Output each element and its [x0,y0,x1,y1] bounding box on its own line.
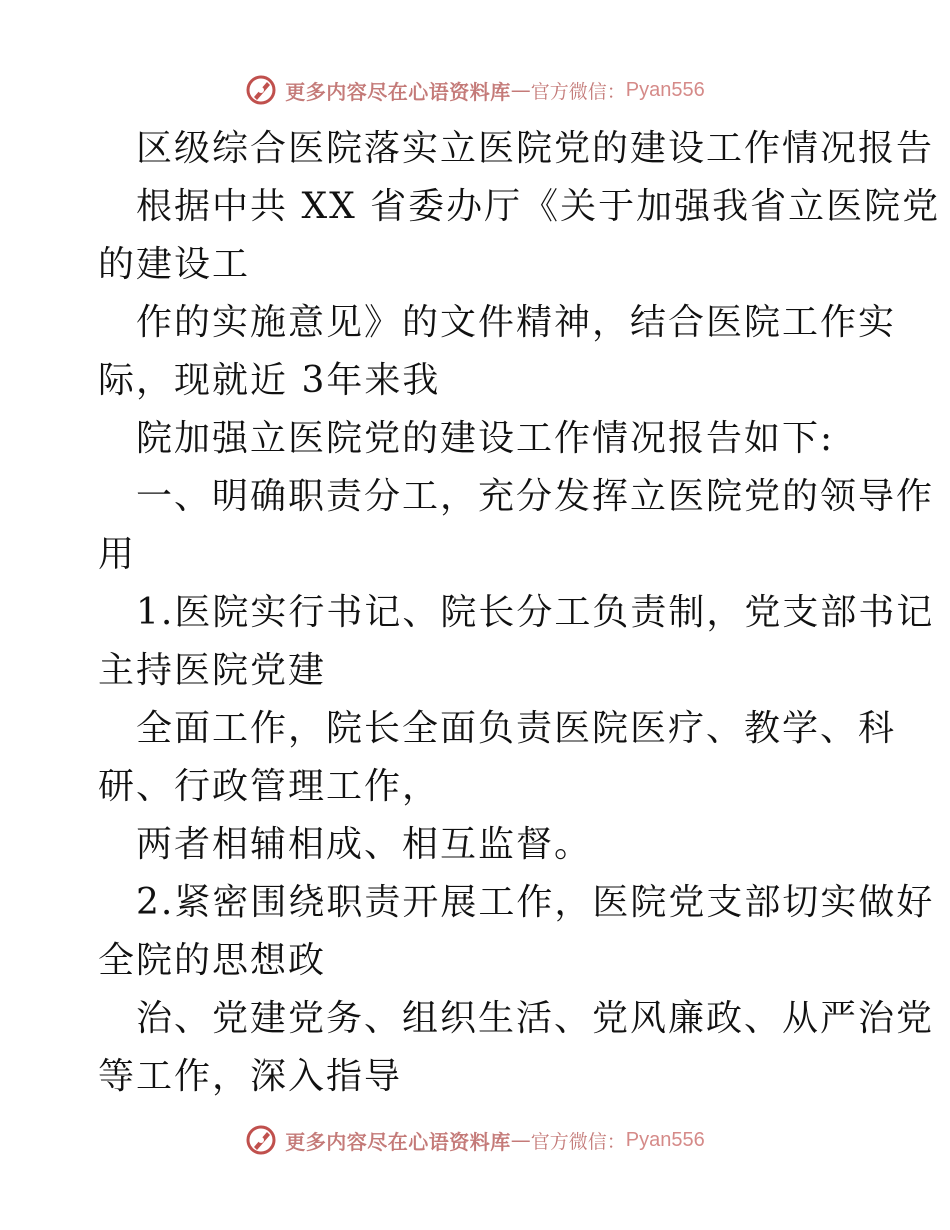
banner-wechat-id: Pyan556 [625,1128,705,1151]
paragraph-line: 治、党建党务、组织生活、党风廉政、从严治党 [136,998,935,1039]
paragraph-line: 两者相辅相成、相互监督。 [136,824,593,865]
header-banner [0,70,950,110]
paragraph-line: 研、行政管理工作， [98,766,441,807]
footer-banner [0,1120,950,1160]
banner-title: 更多内容尽在心语资料库 [285,1129,511,1154]
paragraph-line: 2.紧密围绕职责开展工作，医院党支部切实做好 [136,882,935,923]
paragraph-line: 主持医院党建 [98,650,327,691]
banner-wechat-label: 官方微信： [530,1130,626,1153]
paragraph-line: 1.医院实行书记、院长分工负责制，党支部书记 [136,592,935,633]
document-body [98,120,941,1106]
banner-wechat-id: Pyan556 [625,78,705,101]
banner-dash: — [510,1128,531,1152]
document-title: 区级综合医院落实立医院党的建设工作情况报告 [136,128,935,169]
section-heading: 用 [98,534,137,575]
pen-circle-icon [245,74,277,106]
section-heading: 一、明确职责分工，充分发挥立医院党的领导作 [136,476,935,517]
paragraph-line: 全面工作，院长全面负责医院医疗、教学、科 [136,708,897,749]
paragraph-line: 等工作，深入指导 [98,1056,403,1097]
paragraph-line: 作的实施意见》的文件精神，结合医院工作实 [136,302,897,343]
paragraph-line: 际，现就近 3年来我 [98,360,441,401]
paragraph-line: 全院的思想政 [98,940,327,981]
banner-wechat-label: 官方微信： [530,80,626,103]
paragraph-line: 的建设工 [98,244,251,285]
pen-circle-icon [245,1124,277,1156]
banner-dash: — [510,78,531,102]
paragraph-line: 根据中共 XX 省委办厅《关于加强我省立医院党 [136,186,941,227]
paragraph-line: 院加强立医院党的建设工作情况报告如下: [136,418,835,459]
banner-title: 更多内容尽在心语资料库 [285,79,511,104]
